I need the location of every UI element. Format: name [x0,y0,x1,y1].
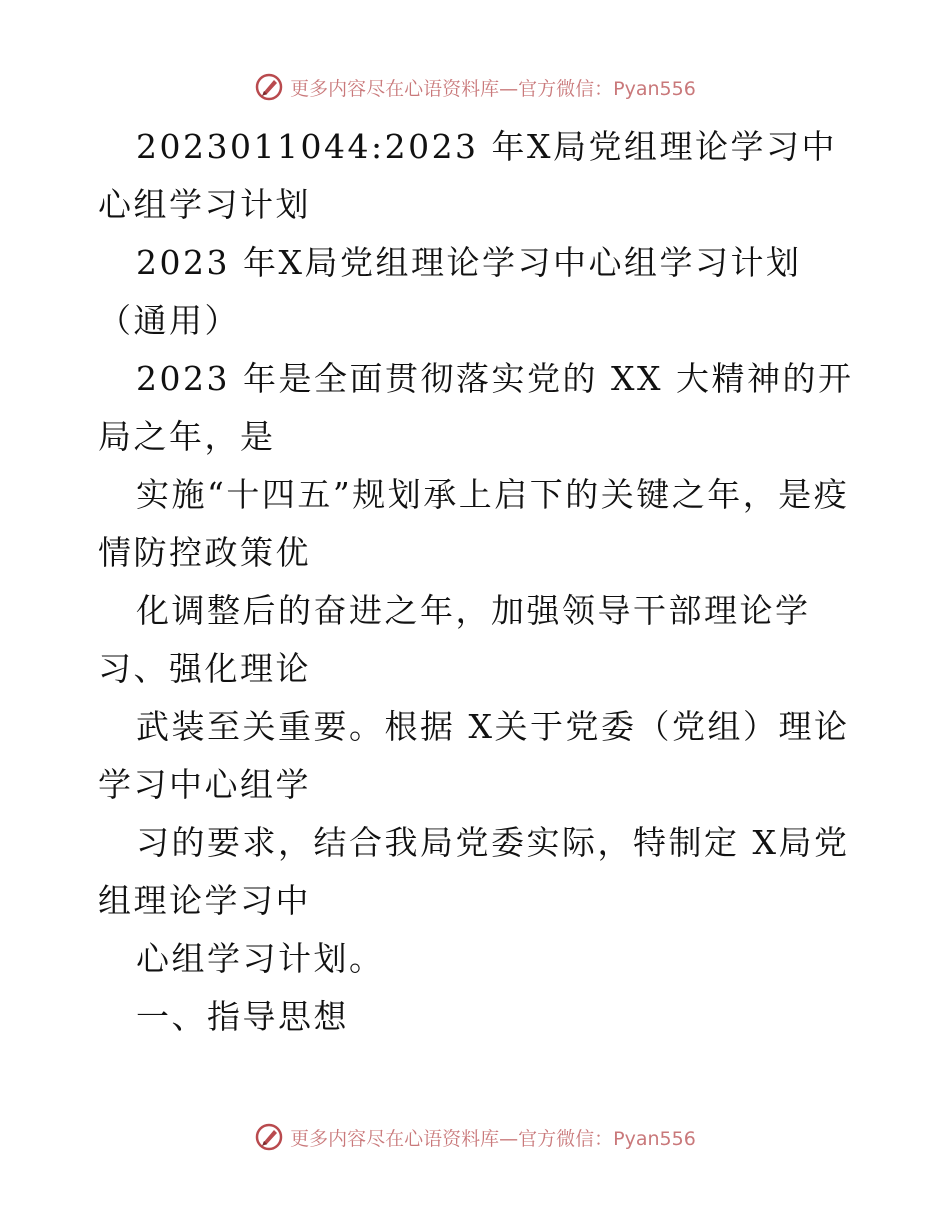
doc-paragraph: 武装至关重要。根据 X关于党委（党组）理论学习中心组学 [98,707,850,804]
watermark-text: 更多内容尽在心语资料库—官方微信：Pyan556 [290,1127,696,1150]
doc-paragraph: 2023 年X局党组理论学习中心组学习计划（通用） [98,243,802,340]
document-body [98,118,858,1046]
doc-paragraph: 实施“十四五”规划承上启下的关键之年，是疫情防控政策优 [98,475,850,572]
pen-logo-icon [254,1122,284,1152]
section-heading: 一、指导思想 [136,997,349,1036]
doc-paragraph: 化调整后的奋进之年，加强领导干部理论学习、强化理论 [98,591,811,688]
pen-logo-icon [254,72,284,102]
watermark-header [0,72,950,102]
doc-paragraph: 2023011044:2023 年X局党组理论学习中心组学习计划 [98,127,838,224]
doc-paragraph: 习的要求，结合我局党委实际，特制定 X局党组理论学习中 [98,823,850,920]
watermark-text: 更多内容尽在心语资料库—官方微信：Pyan556 [290,77,696,100]
watermark-footer [0,1122,950,1152]
doc-paragraph: 心组学习计划。 [136,939,385,978]
doc-paragraph: 2023 年是全面贯彻落实党的 XX 大精神的开局之年，是 [98,359,854,456]
